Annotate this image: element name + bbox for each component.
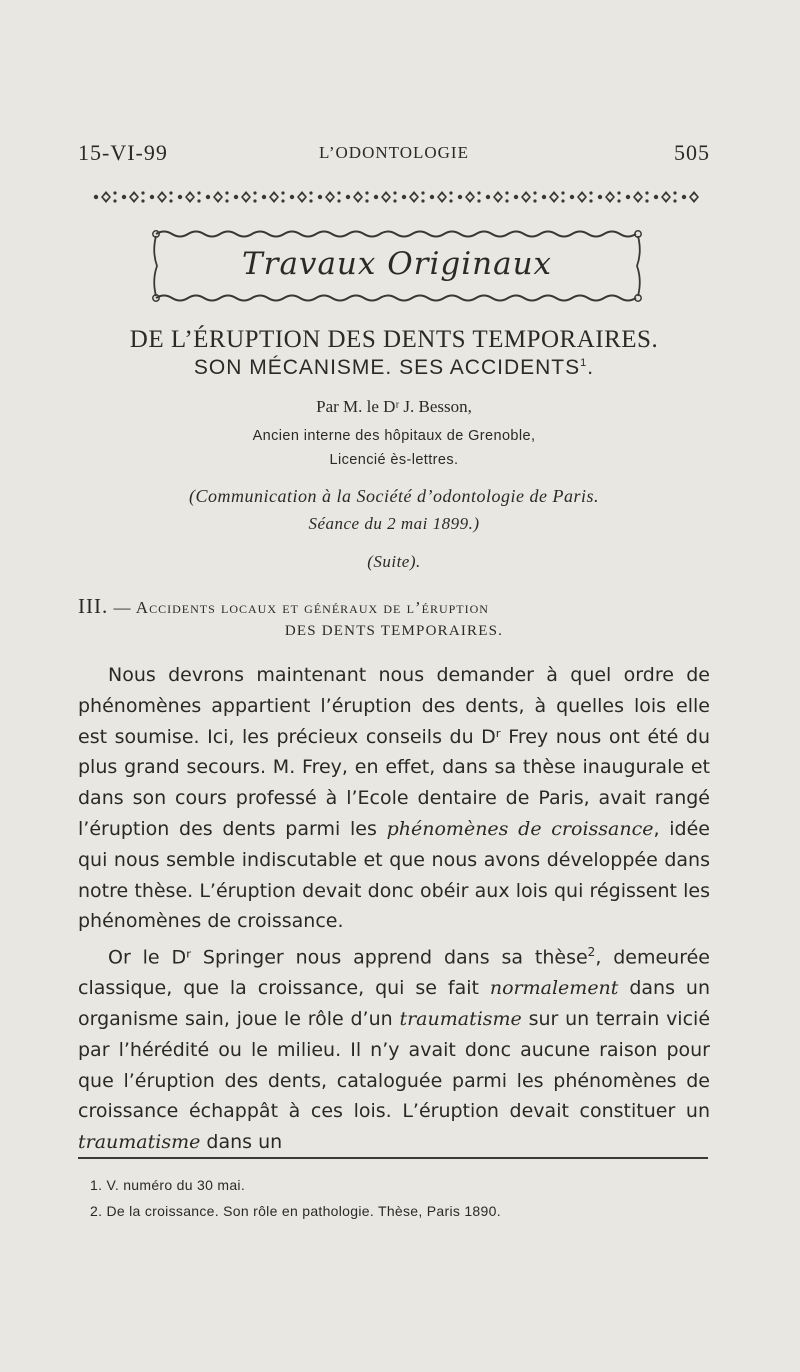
italic-phrase: normalement (489, 977, 619, 1000)
section-heading-line2: DES DENTS TEMPORAIRES. (284, 623, 504, 639)
footnote-ref-1: 1 (580, 357, 588, 369)
article-title-line2: SON MÉCANISME. SES ACCIDENTS$^1$. (193, 356, 595, 379)
paragraph-2: Or le Dʳ Springer nous apprend dans sa thèse$^2$, demeurée classique, que la croissance, qui se fait normalement dans un organisme sain, joue le rôle d’un traumatisme sur un terrain vicié par l’hérédité ou le milieu. Il n’y avait donc aucune raison pour que l’éruption des dents, cataloguée parmi les phénomènes de croissance échappât à ces lois. L’éruption devait constituer un traumatisme dans un (78, 945, 711, 1154)
running-head (78, 140, 710, 170)
byline: Par M. le Dʳ J. Besson, (316, 397, 472, 416)
italic-phrase: traumatisme (399, 1008, 522, 1031)
page-number: 505 (674, 140, 710, 165)
communication-line2: Séance du 2 mai 1899.) (308, 514, 480, 533)
section-heading-text: — Accidents locaux et généraux de l’éruption (108, 598, 489, 617)
footnote-1: 1. V. numéro du 30 mai. (90, 1177, 246, 1193)
body-text (78, 660, 710, 1158)
section-banner (150, 226, 644, 306)
running-head-date: 15-VI-99 (78, 140, 168, 165)
footnote-2: 2. De la croissance. Son rôle en pathologie. Thèse, Paris 1890. (90, 1203, 501, 1219)
footnote-rule (78, 1157, 708, 1159)
article-title-line1: DE L’ÉRUPTION DES DENTS TEMPORAIRES. (129, 326, 659, 353)
italic-phrase: phénomènes de croissance (386, 817, 654, 840)
section-banner-title: Travaux Originaux (241, 246, 553, 282)
communication-line1: (Communication à la Société d’odontologie de Paris. (189, 486, 599, 506)
italic-phrase: traumatisme (78, 1131, 201, 1154)
suite-note: (Suite). (367, 552, 421, 571)
section-number: III. (78, 594, 109, 618)
running-head-journal: L’ODONTOLOGIE (319, 143, 469, 162)
footnotes (90, 1172, 710, 1224)
paragraph-1: Nous devrons maintenant nous demander à quel ordre de phénomènes appartient l’éruption des dents, à quelles lois elle est soumise. Ici, les précieux conseils du Dʳ Frey nous ont été du plus grand secours. M. Frey, en effet, dans sa thèse inaugurale et dans son cours professé à l’Ecole dentaire de Paris, avait rangé l’éruption des dents parmi les phénomènes de croissance, idée qui nous semble indiscutable et que nous avons développée dans notre thèse. L’éruption devait donc obéir aux lois qui régissent les phénomènes de croissance. (78, 664, 710, 933)
footnote-ref-2: 2 (587, 945, 596, 960)
affiliation-line2: Licencié ès-lettres. (329, 452, 459, 468)
ornament-band (92, 186, 700, 208)
affiliation-line1: Ancien interne des hôpitaux de Grenoble, (252, 428, 536, 444)
section-heading (78, 594, 710, 619)
